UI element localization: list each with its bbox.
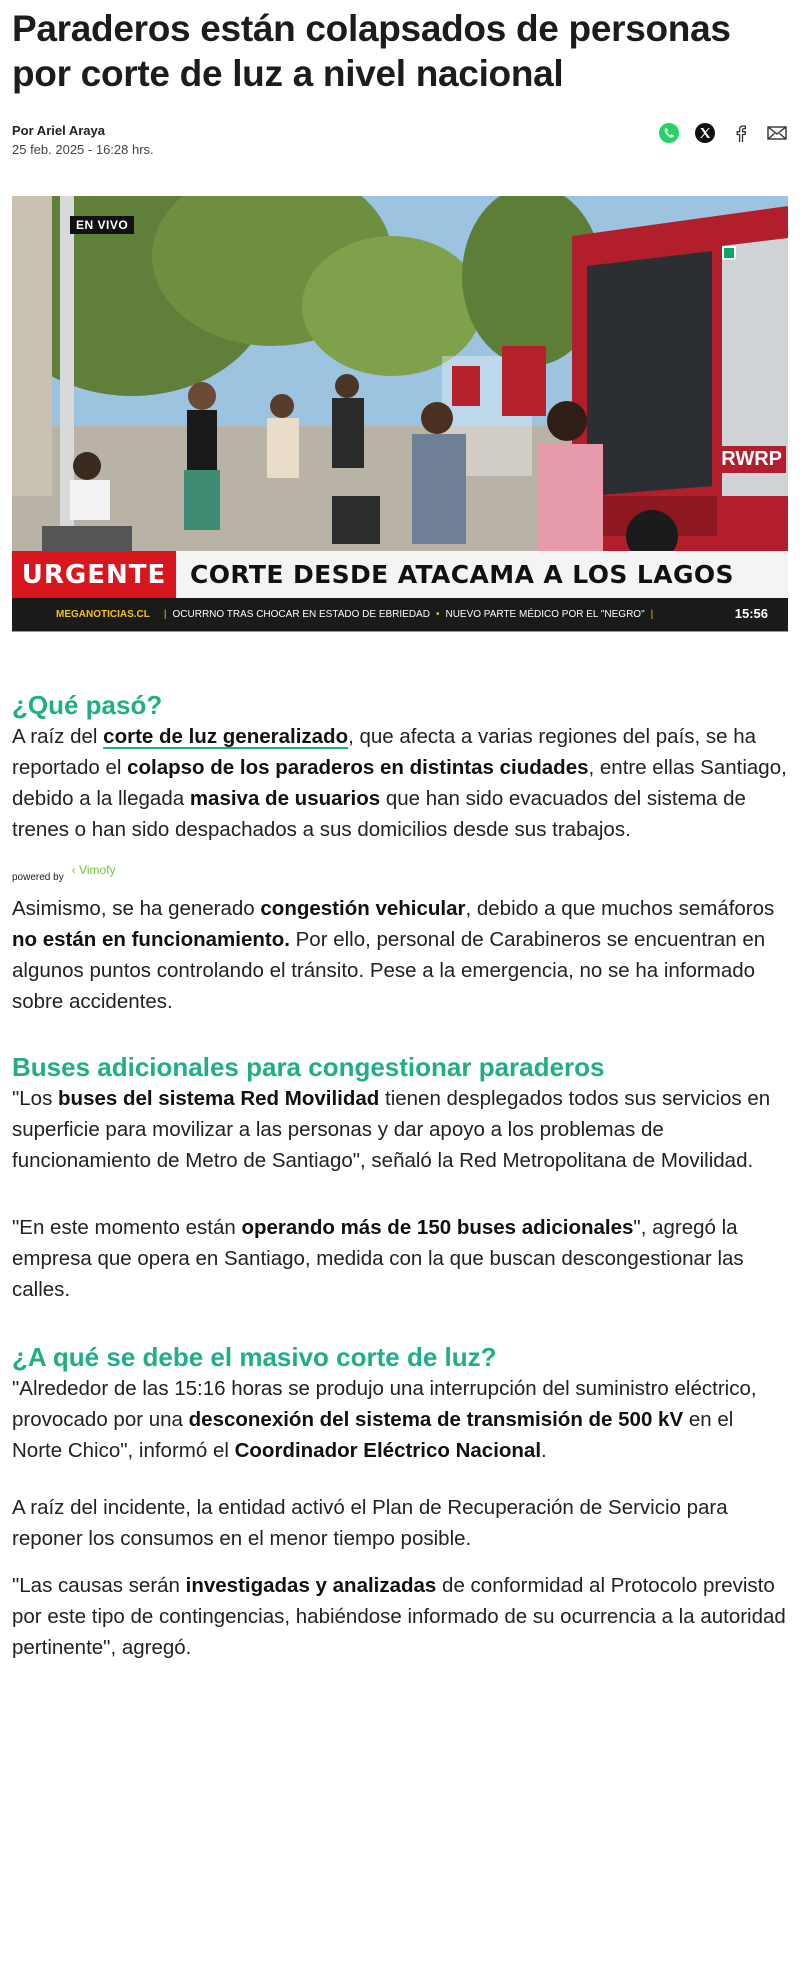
paragraph: Asimismo, se ha generado congestión vehicular, debido a que muchos semáforos no están en funcionamiento. Por ello, personal de Carabineros se encuentran en algunos puntos controlando el tránsito. Pese a la emergencia, no se ha informado sobre accidentes. — [12, 897, 775, 1013]
section-heading: Buses adicionales para congestionar paraderos — [12, 1052, 605, 1082]
paragraph: "En este momento están operando más de 150 buses adicionales", agregó la empresa que opera en Santiago, medida con la que buscan descongestionar las calles. — [12, 1216, 744, 1301]
urgent-label: URGENTE — [12, 551, 176, 598]
ticker-item: OCURRNO TRAS CHOCAR EN ESTADO DE EBRIEDAD — [172, 609, 430, 620]
hero-video-frame[interactable] — [12, 196, 788, 632]
breaking-headline: CORTE DESDE ATACAMA A LOS LAGOS — [176, 551, 788, 598]
vimofy-logo[interactable]: ‹ Vimofy — [71, 863, 116, 877]
vimofy-chevron-icon: ‹ — [71, 863, 80, 877]
news-ticker — [12, 598, 788, 631]
powered-by — [12, 863, 788, 883]
author-name[interactable]: Por Ariel Araya — [12, 123, 105, 138]
publish-date: 25 feb. 2025 - 16:28 hrs. — [12, 142, 154, 157]
paragraph: A raíz del incidente, la entidad activó el Plan de Recuperación de Servicio para reponer los consumos en el menor tiempo posible. — [12, 1496, 728, 1550]
whatsapp-icon[interactable] — [658, 122, 680, 144]
article-title: Paraderos están colapsados de personas por corte de luz a nivel nacional — [12, 8, 731, 94]
share-bar — [658, 122, 788, 144]
ticker-separator: | — [650, 609, 654, 620]
paragraph: "Las causas serán investigadas y analizadas de conformidad al Protocolo previsto por este tipo de contingencias, habiéndose informado de su ocurrencia a la autoridad pertinente", agregó. — [12, 1574, 786, 1659]
article-meta — [12, 122, 788, 162]
news-lower-third — [12, 551, 788, 631]
section-heading: ¿A qué se debe el masivo corte de luz? — [12, 1342, 497, 1372]
live-badge: EN VIVO — [70, 216, 134, 234]
article-body — [12, 689, 788, 1663]
ticker-clock: 15:56 — [727, 606, 768, 621]
inline-link[interactable]: corte de luz generalizado — [103, 725, 349, 748]
powered-by-label: powered by — [12, 872, 64, 883]
ticker-separator: • — [435, 609, 440, 620]
paragraph: "Los buses del sistema Red Movilidad tienen desplegados todos sus servicios en superficie para movilizar a las personas y dar apoyo a los problemas de funcionamiento de Metro de Santiago", señaló la Red Metropolitana de Movilidad. — [12, 1087, 771, 1172]
ticker-brand: MEGANOTICIAS.CL — [56, 609, 150, 620]
paragraph: "Alrededor de las 15:16 horas se produjo una interrupción del suministro eléctrico, provocado por una desconexión del sistema de transmisión de 500 kV en el Norte Chico", informó el Coordinador Eléctrico Nacional. — [12, 1377, 757, 1462]
bus-indicator-icon — [722, 246, 736, 260]
ticker-separator: | — [163, 609, 167, 620]
email-icon[interactable] — [766, 122, 788, 144]
ticker-item: NUEVO PARTE MÉDICO POR EL "NEGRO" — [445, 609, 645, 620]
section-heading: ¿Qué pasó? — [12, 690, 163, 720]
x-icon[interactable] — [694, 122, 716, 144]
paragraph: A raíz del corte de luz generalizado, que afecta a varias regiones del país, se ha reportado el colapso de los paraderos en distintas ciudades, entre ellas Santiago, debido a la llegada masiva de usuarios que han sido evacuados del sistema de trenes o han sido despachados a sus domicilios desde sus trabajos. — [12, 725, 787, 841]
facebook-icon[interactable] — [730, 122, 752, 144]
bus-route-sign: RWRP — [717, 446, 786, 473]
